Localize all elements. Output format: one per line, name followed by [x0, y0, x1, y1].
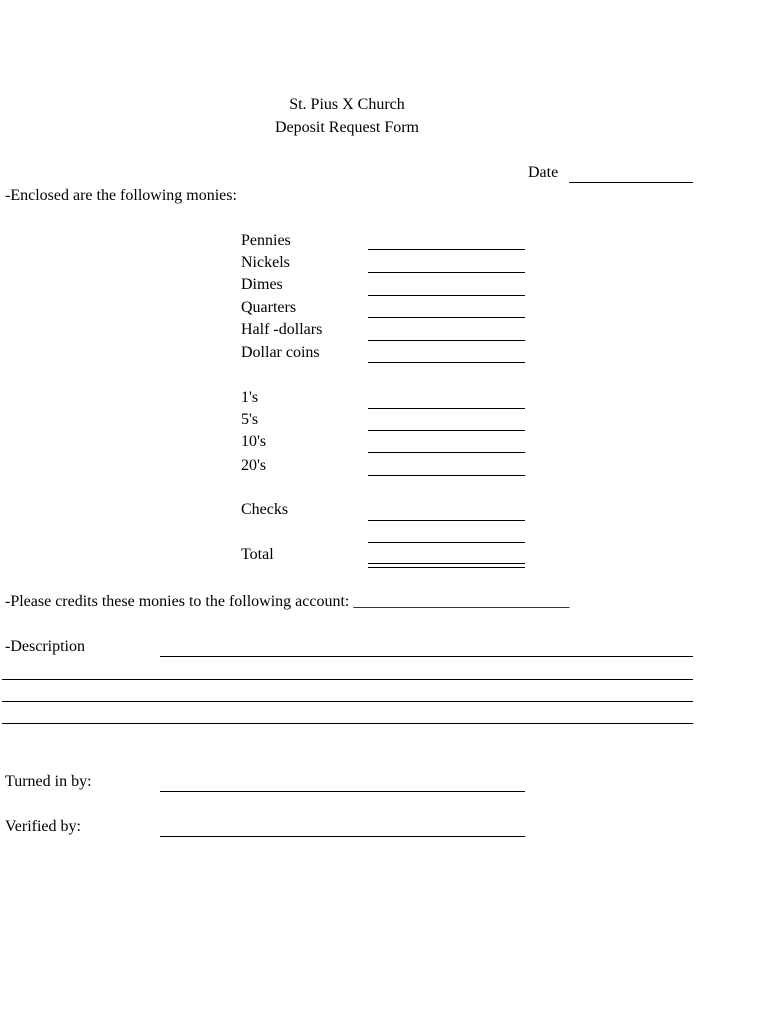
- checks-label: Checks: [241, 501, 289, 518]
- description-field-line-2[interactable]: [2, 679, 693, 680]
- date-label: Date: [528, 164, 559, 181]
- dimes-label: Dimes: [241, 276, 283, 293]
- twenties-amount-field[interactable]: [368, 475, 525, 476]
- tens-amount-field[interactable]: [368, 452, 525, 453]
- total-amount-field[interactable]: [368, 563, 525, 568]
- nickels-label: Nickels: [241, 254, 290, 271]
- date-field[interactable]: [569, 182, 693, 183]
- verified-by-field[interactable]: [160, 836, 525, 837]
- verified-by-label: Verified by:: [5, 818, 81, 835]
- half-dollars-label: Half -dollars: [241, 321, 323, 338]
- turned-in-by-label: Turned in by:: [5, 773, 92, 790]
- pennies-amount-field[interactable]: [368, 249, 525, 250]
- nickels-amount-field[interactable]: [368, 272, 525, 273]
- fives-amount-field[interactable]: [368, 430, 525, 431]
- subtotal-line: [368, 542, 525, 543]
- quarters-amount-field[interactable]: [368, 317, 525, 318]
- fives-label: 5's: [241, 411, 259, 428]
- turned-in-by-field[interactable]: [160, 791, 525, 792]
- total-label: Total: [241, 546, 274, 563]
- form-title: Deposit Request Form: [275, 119, 419, 136]
- account-label-text: -Please credits these monies to the following account:: [5, 593, 350, 610]
- checks-amount-field[interactable]: [368, 520, 525, 521]
- twenties-label: 20's: [241, 457, 267, 474]
- dimes-amount-field[interactable]: [368, 295, 525, 296]
- description-field-line-4[interactable]: [2, 723, 693, 724]
- ones-amount-field[interactable]: [368, 408, 525, 409]
- account-label: [5, 593, 569, 611]
- half-dollars-amount-field[interactable]: [368, 340, 525, 341]
- description-field-line-1[interactable]: [160, 656, 693, 657]
- ones-label: 1's: [241, 389, 259, 406]
- description-label: -Description: [5, 638, 85, 655]
- pennies-label: Pennies: [241, 232, 291, 249]
- dollar-coins-label: Dollar coins: [241, 344, 320, 361]
- tens-label: 10's: [241, 433, 267, 450]
- church-name: St. Pius X Church: [289, 96, 405, 113]
- quarters-label: Quarters: [241, 299, 297, 316]
- account-field[interactable]: ___________________________: [353, 593, 570, 610]
- enclosed-label: -Enclosed are the following monies:: [5, 187, 237, 204]
- dollar-coins-amount-field[interactable]: [368, 362, 525, 363]
- description-field-line-3[interactable]: [2, 701, 693, 702]
